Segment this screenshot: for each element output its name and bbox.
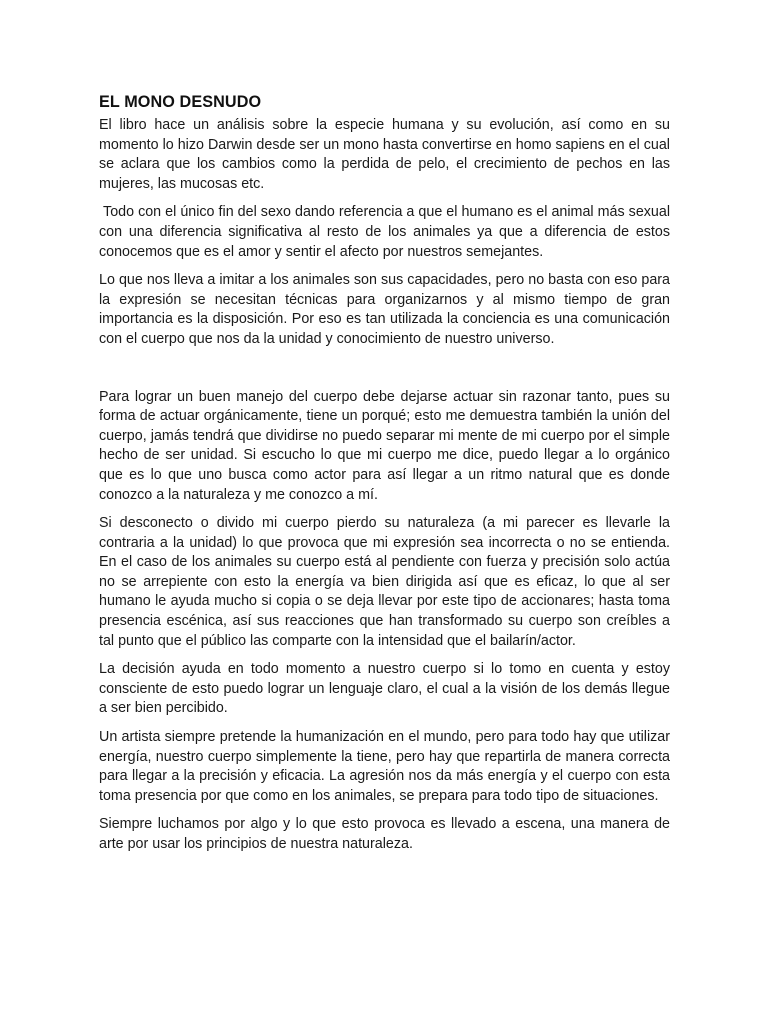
paragraph: Para lograr un buen manejo del cuerpo debe dejarse actuar sin razonar tanto, pues su forma de actuar orgánicamente, tiene un porqué; esto me demuestra también la unión del cuerpo, jamás tendrá que dividirse no puedo separar mi mente de mi cuerpo por el simple hecho de ser unidad. Si escucho lo que mi cuerpo me dice, puedo llegar a lo orgánico que es lo que uno busca como actor para así llegar a un ritmo natural que es donde conozco a la naturaleza y me conozco a mí. bbox=[99, 388, 670, 503]
paragraph: El libro hace un análisis sobre la especie humana y su evolución, así como en su momento lo hizo Darwin desde ser un mono hasta convertirse en homo sapiens en el cual se aclara que los cambios como la perdida de pelo, el crecimiento de pechos en las mujeres, las mucosas etc. bbox=[99, 117, 670, 192]
paragraph: Si desconecto o divido mi cuerpo pierdo su naturaleza (a mi parecer es llevarle la contraria a la unidad) lo que provoca que mi expresión sea incorrecta o no se entienda. En el caso de los animales su cuerpo está al pendiente con fuerza y precisión solo actúa no se arrepiente con esto la energía va bien dirigida así que es eficaz, lo que al ser humano le ayuda mucho si copia o se deja llevar por este tipo de accionares; hasta toma presencia escénica, así sus reacciones que han transformado su cuerpo son creíbles a tal punto que el público las comparte con la intensidad que el bailarín/actor. bbox=[99, 515, 670, 649]
paragraph-spacer bbox=[99, 359, 670, 388]
paragraph: Un artista siempre pretende la humanización en el mundo, pero para todo hay que utilizar energía, nuestro cuerpo simplemente la tiene, pero hay que repartirla de manera correcta para llegar a la precisión y eficacia. La agresión nos da más energía y el cuerpo con esta toma presencia por que como en los animales, se prepara para todo tipo de situaciones. bbox=[99, 729, 670, 804]
paragraph: Todo con el único fin del sexo dando referencia a que el humano es el animal más sexual con una diferencia significativa al resto de los animales ya que a diferencia de estos conocemos que es el amor y sentir el afecto por nuestros semejantes. bbox=[99, 204, 670, 260]
paragraph: Lo que nos lleva a imitar a los animales son sus capacidades, pero no basta con eso para la expresión se necesitan técnicas para organizarnos y al mismo tiempo de gran importancia es la disposición. Por eso es tan utilizada la conciencia es una comunicación con el cuerpo que nos da la unidad y conocimiento de nuestro universo. bbox=[99, 272, 670, 347]
document-body bbox=[99, 92, 670, 864]
document-title: EL MONO DESNUDO bbox=[99, 93, 262, 111]
paragraph: Siempre luchamos por algo y lo que esto provoca es llevado a escena, una manera de arte por usar los principios de nuestra naturaleza. bbox=[99, 816, 670, 852]
paragraph: La decisión ayuda en todo momento a nuestro cuerpo si lo tomo en cuenta y estoy consciente de esto puedo lograr un lenguaje claro, el cual a la visión de los demás llegue a ser bien percibido. bbox=[99, 661, 670, 717]
